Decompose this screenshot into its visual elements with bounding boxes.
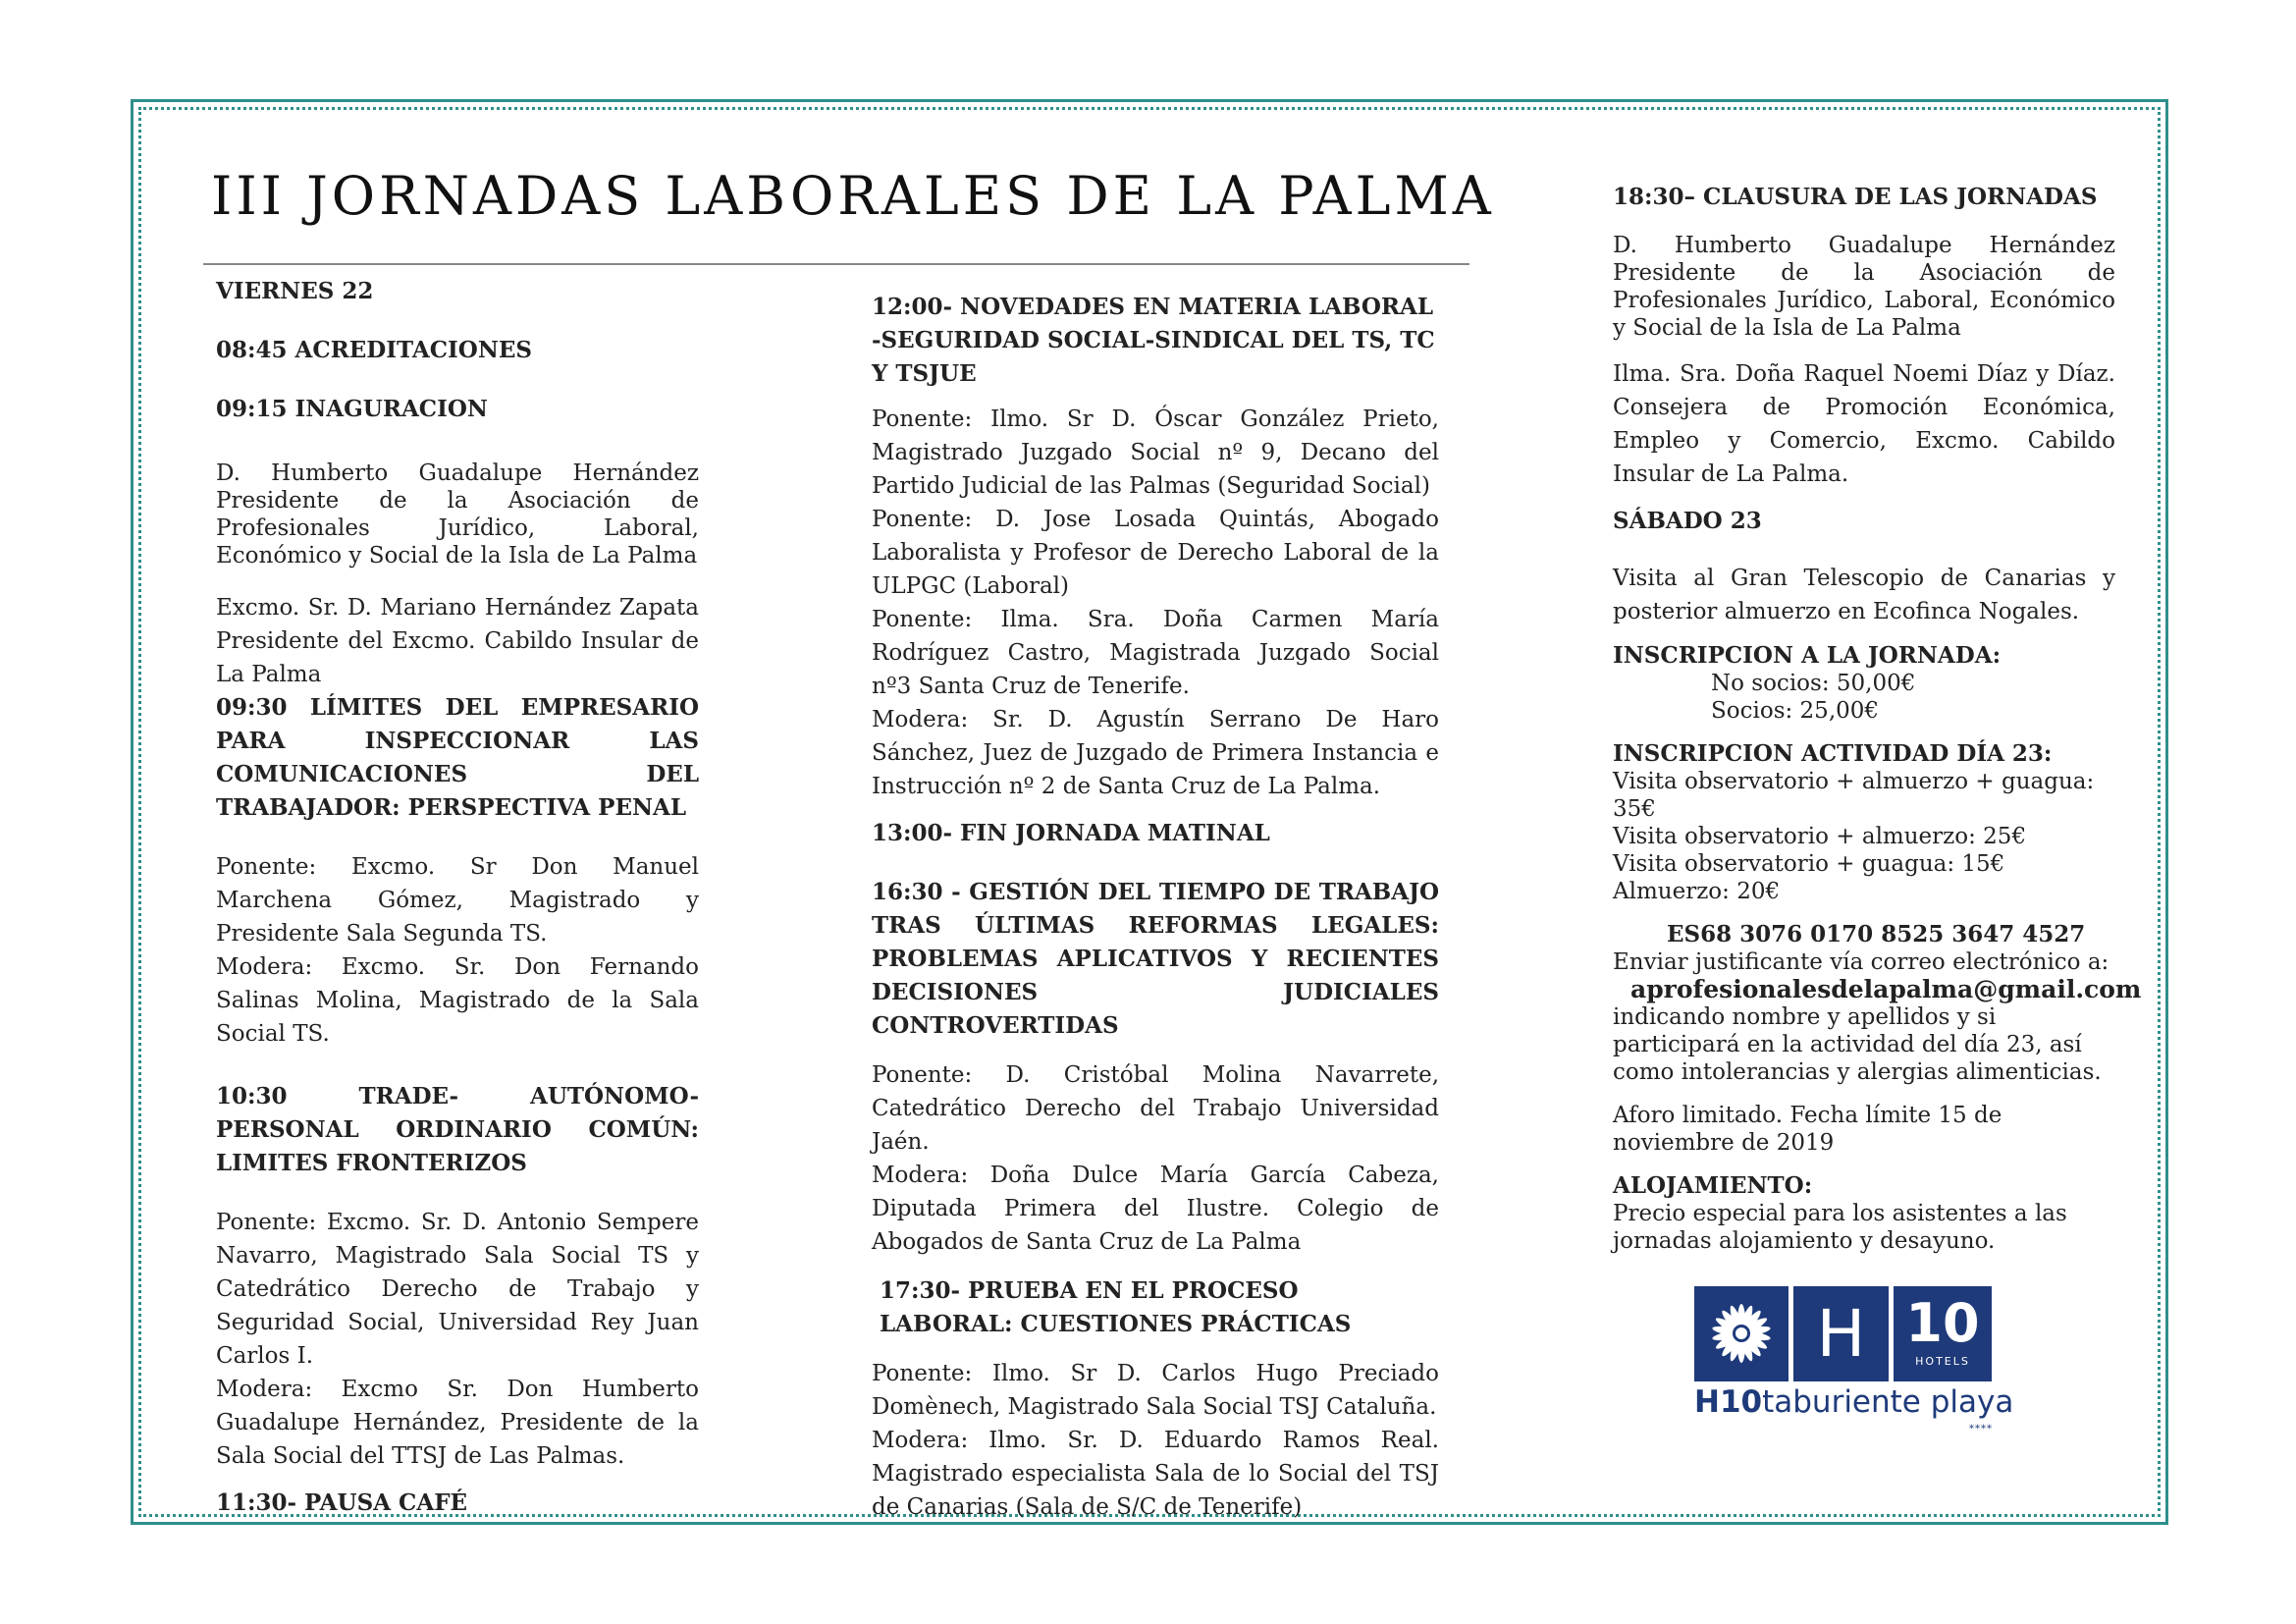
inauguracion-speaker-1: D. Humberto Guadalupe Hernández Presidente de la Asociación de Profesionales Jurídico, Laboral, Económico y Social de la Isla de La Palma (216, 460, 699, 568)
logo-10-block (1894, 1286, 1992, 1381)
logo-stars: **** (1969, 1424, 1993, 1435)
clausura-speaker-1: D. Humberto Guadalupe Hernández Presidente de la Asociación de Profesionales Jurídico, Laboral, Económico y Social de la Isla de La Palma (1613, 233, 2115, 341)
activity-price-2: Visita observatorio + almuerzo: 25€ (1613, 824, 2027, 849)
logo-10-number: 10 (1905, 1292, 1980, 1354)
h10-hotel-logo (1694, 1286, 2014, 1435)
registration-instructions: indicando nombre y apellidos y si participará en la actividad del día 23, así como intolerancias y alergias alimenticias. (1613, 1004, 2102, 1085)
session-pausa-cafe: 11:30- PAUSA CAFÉ (216, 1489, 468, 1516)
session-prueba-ponente: Ponente: Ilmo. Sr D. Carlos Hugo Preciado Domènech, Magistrado Sala Social TSJ Cataluña. (872, 1361, 1439, 1420)
logo-hotels-label: HOTELS (1915, 1355, 1970, 1368)
session-gestion-ponente: Ponente: D. Cristóbal Molina Navarrete, Catedrático Derecho del Trabajo Universidad Jaén. (872, 1062, 1439, 1155)
session-prueba-title: 17:30- PRUEBA EN EL PROCESO LABORAL: CUESTIONES PRÁCTICAS (880, 1277, 1352, 1337)
session-gestion-tiempo-title: 16:30 - GESTIÓN DEL TIEMPO DE TRABAJO TRAS ÚLTIMAS REFORMAS LEGALES: PROBLEMAS APLICATIVOS Y RECIENTES DECISIONES JUDICIALES CONTROVERTIDAS (872, 879, 1439, 1039)
session-limites-empresario-title: 09:30 LÍMITES DEL EMPRESARIO PARA INSPECCIONAR LAS COMUNICACIONES DEL TRABAJADOR: PERSPECTIVA PENAL (216, 694, 699, 821)
session-novedades-title: 12:00- NOVEDADES EN MATERIA LABORAL -SEGURIDAD SOCIAL-SINDICAL DEL TS, TC Y TSJUE (872, 294, 1435, 387)
saturday-activity: Visita al Gran Telescopio de Canarias y posterior almuerzo en Ecofinca Nogales. (1613, 566, 2115, 624)
session-novedades-modera: Modera: Sr. D. Agustín Serrano De Haro Sánchez, Juez de Juzgado de Primera Instancia e Instrucción nº 2 de Santa Cruz de La Palma. (872, 707, 1439, 799)
day-heading-saturday: SÁBADO 23 (1613, 508, 1762, 534)
contact-email-link[interactable]: aprofesionalesdelapalma@gmail.com (1630, 975, 2142, 1003)
session-limites-ponente: Ponente: Excmo. Sr Don Manuel Marchena Gómez, Magistrado y Presidente Sala Segunda TS. (216, 854, 699, 947)
inscripcion-jornada-heading: INSCRIPCION A LA JORNADA: (1613, 642, 2002, 669)
send-receipt-text: Enviar justificante vía correo electrónico a: (1613, 949, 2109, 975)
session-novedades-ponente-1: Ponente: Ilmo. Sr D. Óscar González Prieto, Magistrado Juzgado Social nº 9, Decano del Partido Judicial de las Palmas (Seguridad Social) (872, 406, 1439, 499)
flower-icon (1694, 1286, 1789, 1381)
session-fin-jornada: 13:00- FIN JORNADA MATINAL (872, 820, 1270, 846)
capacity-deadline: Aforo limitado. Fecha límite 15 de noviembre de 2019 (1613, 1103, 2002, 1156)
clausura-speaker-2: Ilma. Sra. Doña Raquel Noemi Díaz y Díaz. Consejera de Promoción Económica, Empleo y Comercio, Excmo. Cabildo Insular de La Palma. (1613, 361, 2115, 487)
bank-account-iban: ES68 3076 0170 8525 3647 4527 (1667, 921, 2086, 947)
alojamiento-heading: ALOJAMIENTO: (1613, 1172, 1813, 1199)
inscripcion-actividad-heading: INSCRIPCION ACTIVIDAD DÍA 23: (1613, 740, 2053, 767)
session-trade-ponente: Ponente: Excmo. Sr. D. Antonio Sempere Navarro, Magistrado Sala Social TS y Catedrático Derecho de Trabajo y Seguridad Social, Universidad Rey Juan Carlos I. (216, 1210, 699, 1369)
session-gestion-modera: Modera: Doña Dulce María García Cabeza, Diputada Primera del Ilustre. Colegio de Abogados de Santa Cruz de La Palma (872, 1163, 1439, 1255)
column-friday-midday (872, 291, 1439, 1524)
logo-h-block: H (1793, 1286, 1889, 1381)
price-no-socios: No socios: 50,00€ (1711, 671, 1916, 696)
column-friday-morning (216, 275, 699, 1520)
column-closing-and-info (1613, 181, 2142, 1255)
session-limites-modera: Modera: Excmo. Sr. Don Fernando Salinas Molina, Magistrado de la Sala Social TS. (216, 954, 699, 1047)
session-trade-title: 10:30 TRADE- AUTÓNOMO-PERSONAL ORDINARIO COMÚN: LIMITES FRONTERIZOS (216, 1083, 699, 1176)
logo-brand-name: taburiente playa (1762, 1384, 2014, 1420)
session-prueba-modera: Modera: Ilmo. Sr. D. Eduardo Ramos Real. Magistrado especialista Sala de lo Social del TSJ de Canarias (Sala de S/C de Tenerife) (872, 1428, 1439, 1520)
activity-price-4: Almuerzo: 20€ (1613, 879, 1781, 904)
day-heading-friday: VIERNES 22 (216, 278, 374, 304)
session-novedades-ponente-3: Ponente: Ilma. Sra. Doña Carmen María Rodríguez Castro, Magistrada Juzgado Social nº3 Santa Cruz de Tenerife. (872, 607, 1439, 699)
session-trade-modera: Modera: Excmo Sr. Don Humberto Guadalupe Hernández, Presidente de la Sala Social del TTSJ de Las Palmas. (216, 1377, 699, 1469)
logo-wordmark (1694, 1384, 2013, 1420)
inauguracion-speaker-2: Excmo. Sr. D. Mariano Hernández Zapata Presidente del Excmo. Cabildo Insular de La Palma (216, 595, 699, 687)
price-socios: Socios: 25,00€ (1711, 698, 1880, 724)
alojamiento-text: Precio especial para los asistentes a las jornadas alojamiento y desayuno. (1613, 1201, 2067, 1254)
logo-brand-prefix: H10 (1694, 1384, 1763, 1420)
title-rule (203, 263, 1469, 265)
session-acreditaciones: 08:45 ACREDITACIONES (216, 337, 532, 363)
activity-price-1: Visita observatorio + almuerzo + guagua: 35€ (1613, 769, 2095, 822)
activity-price-3: Visita observatorio + guagua: 15€ (1613, 851, 2005, 877)
page-title: III JORNADAS LABORALES DE LA PALMA (211, 165, 1495, 227)
session-clausura: 18:30– CLAUSURA DE LAS JORNADAS (1613, 184, 2098, 210)
session-novedades-ponente-2: Ponente: D. Jose Losada Quintás, Abogado Laboralista y Profesor de Derecho Laboral de la ULPGC (Laboral) (872, 507, 1439, 599)
session-inauguracion: 09:15 INAGURACION (216, 396, 488, 422)
